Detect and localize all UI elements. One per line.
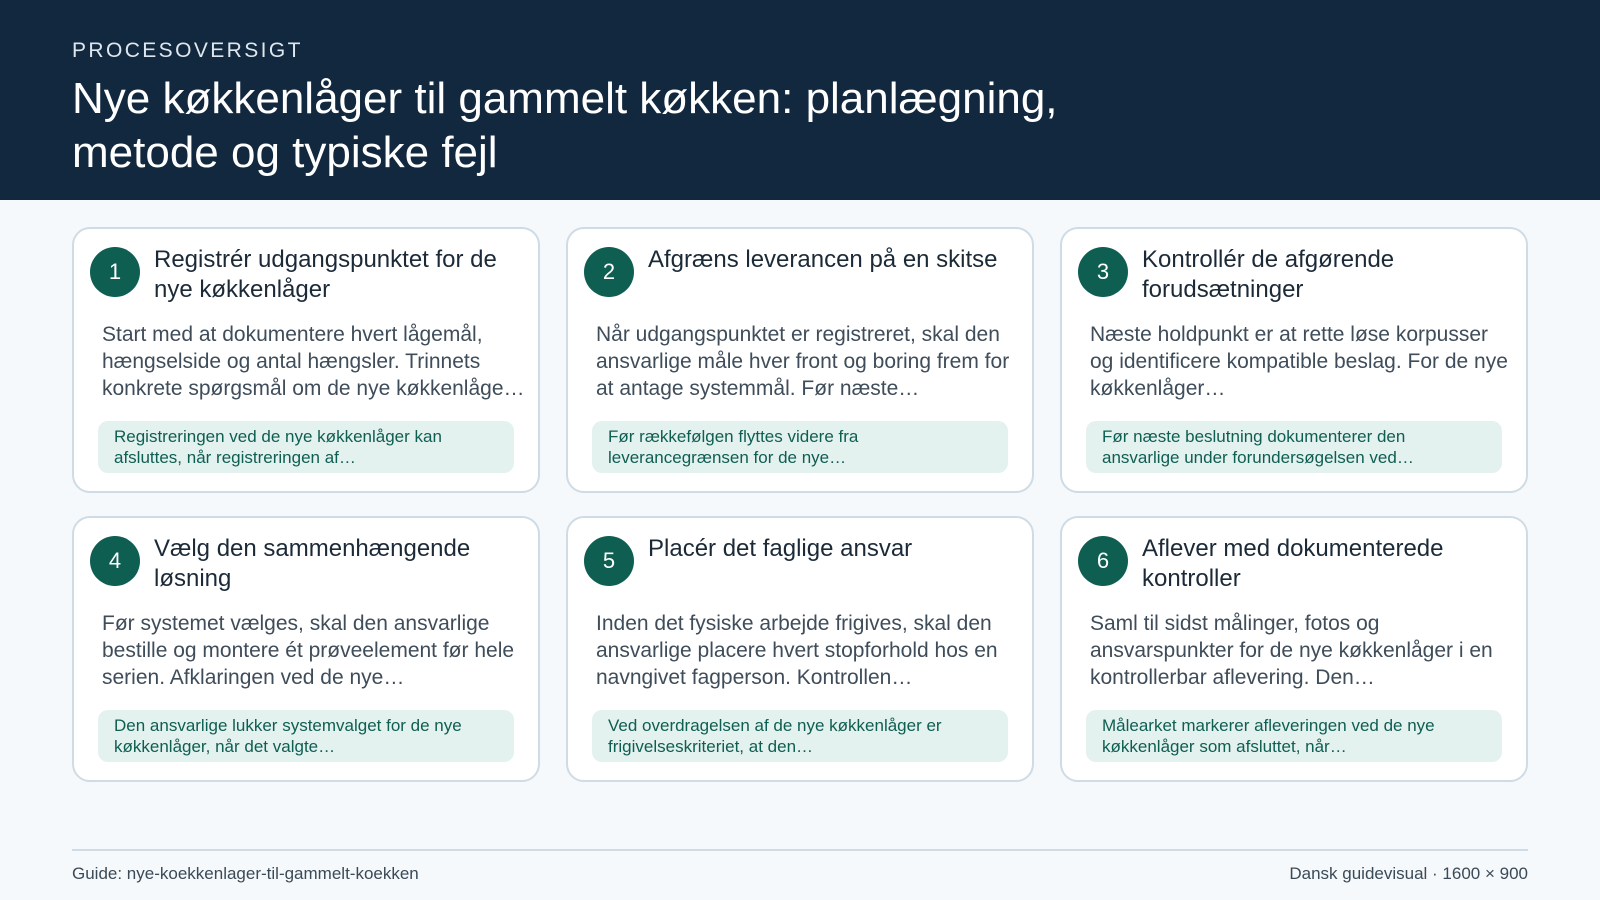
step-number-badge: 5 <box>584 536 634 586</box>
step-description: Når udgangspunktet er registreret, skal den ansvarlige måle hver front og boring frem for at antage systemmål. Før næste… <box>596 323 1010 400</box>
step-note: Registreringen ved de nye køkkenlåger kan afsluttes, når registreringen af… <box>98 421 514 473</box>
step-number-badge: 3 <box>1078 247 1128 297</box>
step-title: Afgræns leverancen på en skitse <box>648 246 998 273</box>
step-title: Vælg den sammenhængende løsning <box>154 535 471 592</box>
steps-grid <box>72 227 1528 782</box>
step-number-badge: 6 <box>1078 536 1128 586</box>
footer-meta: Dansk guidevisual · 1600 × 900 <box>1289 864 1528 883</box>
step-title: Kontrollér de afgørende forudsætninger <box>1142 246 1395 303</box>
page-title: Nye køkkenlåger til gammelt køkken: planlægning, metode og typiske fejl <box>72 74 1058 177</box>
step-note: Målearket markerer afleveringen ved de nye køkkenlåger som afsluttet, når… <box>1086 710 1502 762</box>
step-card-4 <box>72 516 540 782</box>
step-number-badge: 2 <box>584 247 634 297</box>
step-card-5 <box>566 516 1034 782</box>
step-card-1 <box>72 227 540 493</box>
step-description: Saml til sidst målinger, fotos og ansvarspunkter for de nye køkkenlåger i en kontrollerbar aflevering. Den… <box>1090 612 1493 689</box>
step-title: Aflever med dokumenterede kontroller <box>1142 535 1444 592</box>
step-description: Inden det fysiske arbejde frigives, skal den ansvarlige placere hvert stopforhold hos en navngivet fagperson. Kontrollen… <box>596 612 998 689</box>
eyebrow-label: PROCESOVERSIGT <box>72 39 303 62</box>
step-title: Placér det faglige ansvar <box>648 535 913 562</box>
step-card-6 <box>1060 516 1528 782</box>
step-card-2 <box>566 227 1034 493</box>
step-note: Før næste beslutning dokumenterer den ansvarlige under forundersøgelsen ved… <box>1086 421 1502 473</box>
step-card-3 <box>1060 227 1528 493</box>
step-description: Næste holdpunkt er at rette løse korpusser og identificere kompatible beslag. For de nye køkkenlåger… <box>1090 323 1508 400</box>
step-number-badge: 4 <box>90 536 140 586</box>
step-number-badge: 1 <box>90 247 140 297</box>
footer-guide-slug: Guide: nye-koekkenlager-til-gammelt-koekken <box>72 864 419 883</box>
header-banner <box>0 0 1600 200</box>
step-description: Start med at dokumentere hvert lågemål, hængselside og antal hængsler. Trinnets konkrete spørgsmål om de nye køkkenlåge… <box>102 323 525 400</box>
footer-divider <box>72 849 1528 851</box>
step-note: Før rækkefølgen flyttes videre fra leverancegrænsen for de nye… <box>592 421 1008 473</box>
step-note: Ved overdragelsen af de nye køkkenlåger er frigivelseskriteriet, at den… <box>592 710 1008 762</box>
step-title: Registrér udgangspunktet for de nye køkkenlåger <box>154 246 497 303</box>
step-description: Før systemet vælges, skal den ansvarlige bestille og montere ét prøveelement før hele serien. Afklaringen ved de nye… <box>102 612 515 689</box>
step-note: Den ansvarlige lukker systemvalget for de nye køkkenlåger, når det valgte… <box>98 710 514 762</box>
